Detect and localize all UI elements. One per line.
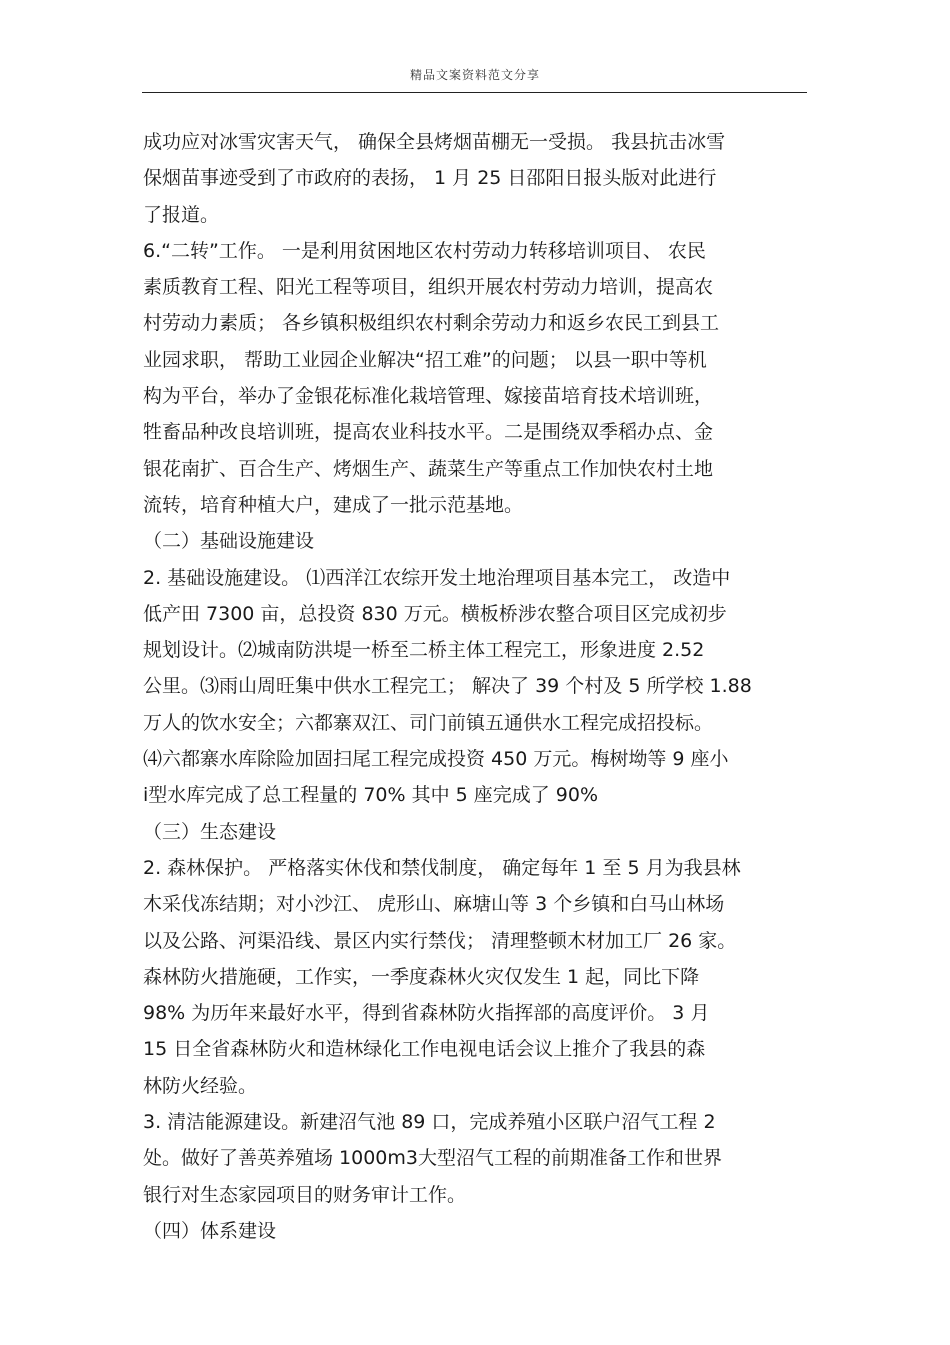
- text-line: （四）体系建设: [143, 1219, 277, 1242]
- text-line: 构为平台，举办了金银花标准化栽培管理、嫁接苗培育技术培训班，: [143, 385, 714, 408]
- text-line: 林防火经验。: [143, 1074, 258, 1097]
- text-line: 98% 为历年来最好水平，得到省森林防火指挥部的高度评价。 3 月: [143, 1002, 710, 1025]
- header-divider: [142, 92, 807, 93]
- text-line: 处。做好了善英养殖场 1000m3大型沼气工程的前期准备工作和世界: [143, 1147, 722, 1170]
- text-line: 2. 森林保护。 严格落实休伐和禁伐制度， 确定每年 1 至 5 月为我县林: [143, 856, 741, 879]
- text-line: 公里。⑶雨山周旺集中供水工程完工； 解决了 39 个村及 5 所学校 1.88: [143, 675, 752, 698]
- text-line: 木采伐冻结期；对小沙江、 虎形山、麻塘山等 3 个乡镇和白马山林场: [143, 893, 725, 916]
- text-line: 了报道。: [143, 203, 220, 226]
- text-line: ⅰ型水库完成了总工程量的 70% 其中 5 座完成了 90%: [143, 784, 599, 807]
- document-body: [143, 124, 823, 1249]
- text-line: （三）生态建设: [143, 820, 277, 843]
- text-line: 牲畜品种改良培训班，提高农业科技水平。二是围绕双季稻办点、金: [143, 421, 714, 444]
- text-line: （二）基础设施建设: [143, 530, 315, 553]
- text-line: 银花南扩、百合生产、烤烟生产、蔬菜生产等重点工作加快农村土地: [143, 457, 714, 480]
- text-line: 森林防火措施硬，工作实，一季度森林火灾仅发生 1 起，同比下降: [143, 965, 700, 988]
- text-line: 流转，培育种植大户，建成了一批示范基地。: [143, 493, 524, 516]
- text-line: 低产田 7300 亩，总投资 830 万元。横板桥涉农整合项目区完成初步: [143, 602, 727, 625]
- text-line: 万人的饮水安全；六都寨双江、司门前镇五通供水工程完成招投标。: [143, 711, 714, 734]
- text-line: 村劳动力素质； 各乡镇积极组织农村剩余劳动力和返乡农民工到县工: [143, 312, 720, 335]
- text-line: 业园求职， 帮助工业园企业解决“招工难”的问题； 以县一职中等机: [143, 348, 707, 371]
- text-line: 成功应对冰雪灾害天气， 确保全县烤烟苗棚无一受损。 我县抗击冰雪: [143, 131, 726, 153]
- text-line: 2. 基础设施建设。 ⑴西洋江农综开发土地治理项目基本完工， 改造中: [143, 566, 731, 589]
- text-line: 银行对生态家园项目的财务审计工作。: [143, 1183, 467, 1206]
- text-line: 素质教育工程、阳光工程等项目，组织开展农村劳动力培训，提高农: [143, 276, 714, 299]
- text-line: 6.“二转”工作。 一是利用贫困地区农村劳动力转移培训项目、 农民: [143, 239, 706, 262]
- text-line: 以及公路、河渠沿线、景区内实行禁伐； 清理整顿木材加工厂 26 家。: [143, 929, 737, 952]
- text-line: 保烟苗事迹受到了市政府的表扬， 1 月 25 日邵阳日报头版对此进行: [143, 167, 717, 190]
- text-line: 规划设计。⑵城南防洪堤一桥至二桥主体工程完工，形象进度 2.52: [143, 639, 705, 662]
- text-line: ⑷六都寨水库除险加固扫尾工程完成投资 450 万元。梅树坳等 9 座小: [143, 748, 729, 771]
- page-header: 精品文案资料范文分享: [409, 68, 540, 82]
- text-line: 15 日全省森林防火和造林绿化工作电视电话会议上推介了我县的森: [143, 1038, 706, 1061]
- text-line: 3. 清洁能源建设。新建沼气池 89 口，完成养殖小区联户沼气工程 2: [143, 1111, 716, 1134]
